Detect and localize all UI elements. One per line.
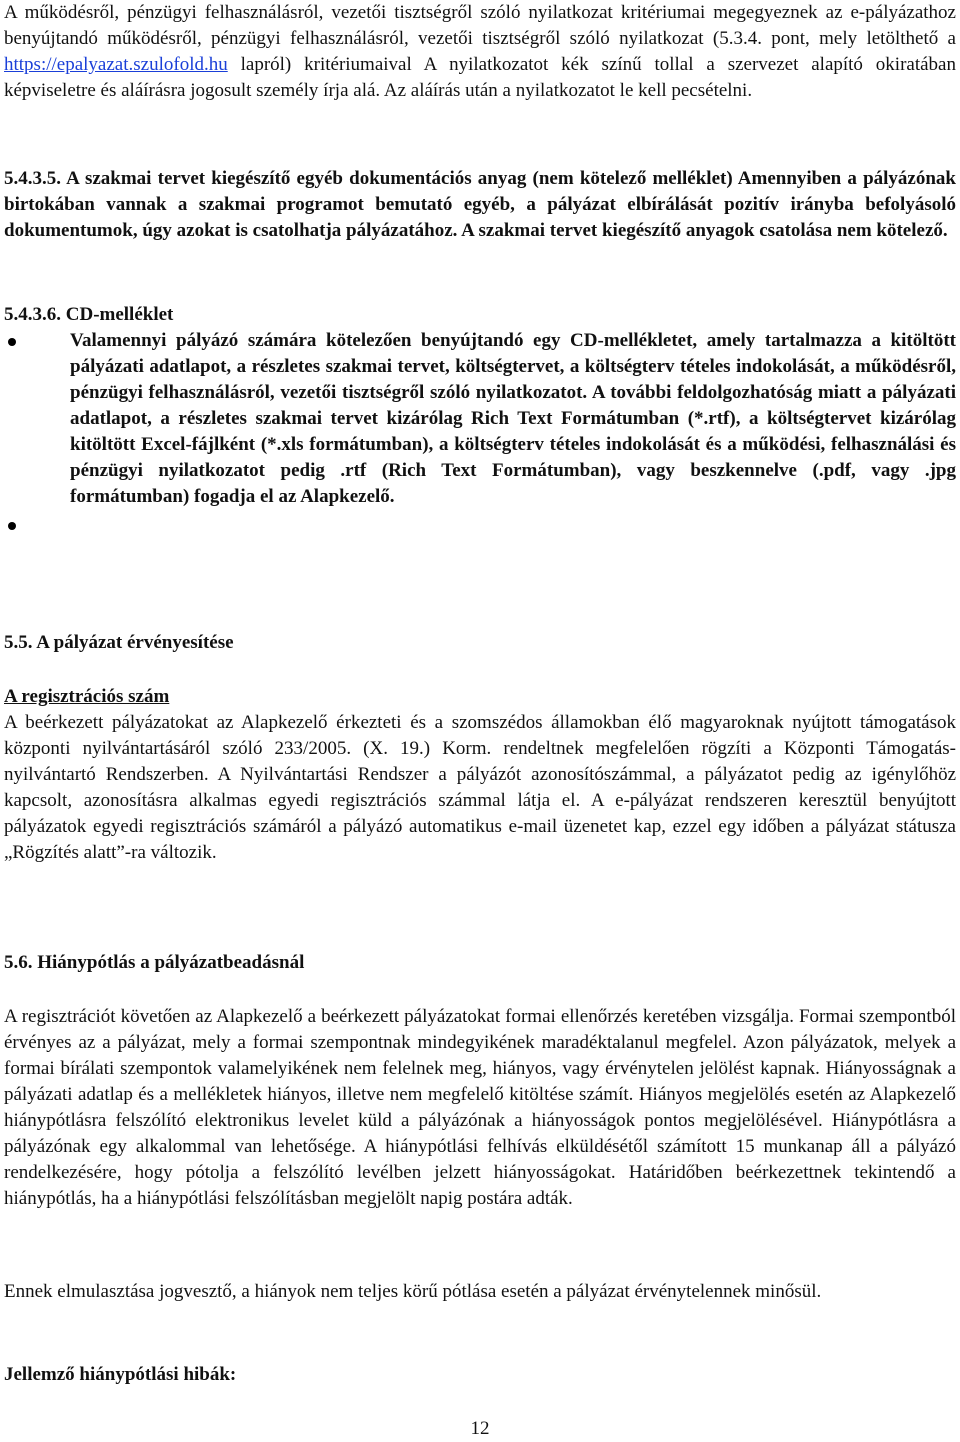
epalyazat-link[interactable]: https://epalyazat.szulofold.hu [4,54,228,75]
section-5-5-heading: 5.5. A pályázat érvényesítése [4,632,234,653]
section-5-4-3-5: 5.4.3.5. A szakmai tervet kiegészítő egyéb dokumentációs anyag (nem kötelező melléklet) Amennyiben a pályázónak birtokában vannak a szakmai programot bemutató egyéb, a pályázat elbírálását pozitív irányba befolyásoló dokumentumok, úgy azokat is csatolhatja pályázatához. A szakmai tervet kiegészítő anyagok csatolása nem kötelező. [4,168,956,241]
typical-errors-heading: Jellemző hiánypótlási hibák: [4,1364,237,1385]
page-number: 12 [470,1418,490,1439]
empty-list-item [0,510,956,544]
bullet-icon [8,522,16,530]
section-5-4-3-6-heading: 5.4.3.6. CD-melléklet [4,304,174,325]
list-item-text: Valamennyi pályázó számára kötelezően benyújtandó egy CD-mellékletet, amely tartalmazza a kitöltött pályázati adatlapot, a részletes szakmai tervet, költségtervet, a költségterv tételes indokolását, a működésről, pénzügyi felhasználásról, vezetői tisztségről szóló nyilatkozatot. A további feldolgozhatóság miatt a pályázati adatlapot, a részletes szakmai tervet kizárólag Rich Text Formátumban (*.rtf), a költségtervet kizárólag kitöltött Excel-fájlként (*.xls formátumban), a költségterv tételes indokolását és a működési, felhasználási és pénzügyi nyilatkozatot pedig .rtf (Rich Text Formátumban), vagy beszkennelve (.pdf, vagy .jpg formátumban) fogadja el az Alapkezelő. [70,330,956,507]
intro-paragraph [4,0,956,104]
forfeiture-paragraph: Ennek elmulasztása jogvesztő, a hiányok nem teljes körű pótlása esetén a pályázat érvénytelennek minősül. [4,1281,822,1302]
section-5-6-heading: 5.6. Hiánypótlás a pályázatbeadásnál [4,952,305,973]
registration-paragraph: A beérkezett pályázatokat az Alapkezelő érkezteti és a szomszédos államokban élő magyaroknak nyújtott támogatások központi nyilvántartásáról szóló 233/2005. (X. 19.) Korm. rendeltnek megfelelően rögzíti a Központi Támogatás-nyilvántartó Rendszerben. A Nyilvántartási Rendszer a pályázót azonosítószámmal, a pályázatot pedig az igénylőhöz kapcsolt, azonosításra alkalmas egyedi regisztrációs számmal látja el. A e-pályázat rendszeren keresztül benyújtott pályázatok egyedi regisztrációs számáról a pályázó automatikus e-mail üzenetet kap, ezzel egy időben a pályázat státusza „Rögzítés alatt”-ra változik. [4,712,956,863]
deficiency-paragraph: A regisztrációt követően az Alapkezelő a beérkezett pályázatokat formai ellenőrzés keretében vizsgálja. Formai szempontból érvényes az a pályázat, mely a formai szempontnak mindegyikének maradéktalanul megfelel. Azon pályázatok, melyek a formai bírálati szempontok valamelyikének nem felelnek meg, hiányos, vagy érvénytelen jelölést kapnak. Hiányosságnak a pályázati adatlap és a mellékletek hiányos, illetve nem megfelelő kitöltése számít. Hiányos megjelölés esetén az Alapkezelő hiánypótlásra felszólító elektronikus levelet küld a pályázónak a hiányosságok pontos megjelölésével. Hiánypótlásra a pályázónak egy alkalommal van lehetősége. A hiánypótlási felhívás elküldésétől számított 15 munkanap áll a pályázó rendelkezésére, hogy pótolja a felszólító levélben jelzett hiányosságokat. Határidőben beérkezettnek tekintendő a hiánypótlás, ha a hiánypótlási felszólításban megjelölt napig postára adták. [4,1006,956,1209]
registration-number-heading: A regisztrációs szám [4,686,170,707]
bullet-icon [8,338,16,346]
cd-attachment-list [0,328,956,544]
intro-text-start: A működésről, pénzügyi felhasználásról, vezetői tisztségről szóló nyilatkozat kritériumai megegyeznek az e-pályázathoz benyújtandó működésről, pénzügyi felhasználásról, vezetői tisztségről szóló nyilatkozat (5.3.4. pont, mely letölthető a [4,2,956,49]
intro-text-end: lapról) kritériumaival A nyilatkozatot kék színű tollal a szervezet alapító okiratában képviseletre és aláírásra jogosult személy írja alá. Az aláírás után a nyilatkozatot le kell pecsételni. [4,54,956,101]
list-item [0,328,956,510]
